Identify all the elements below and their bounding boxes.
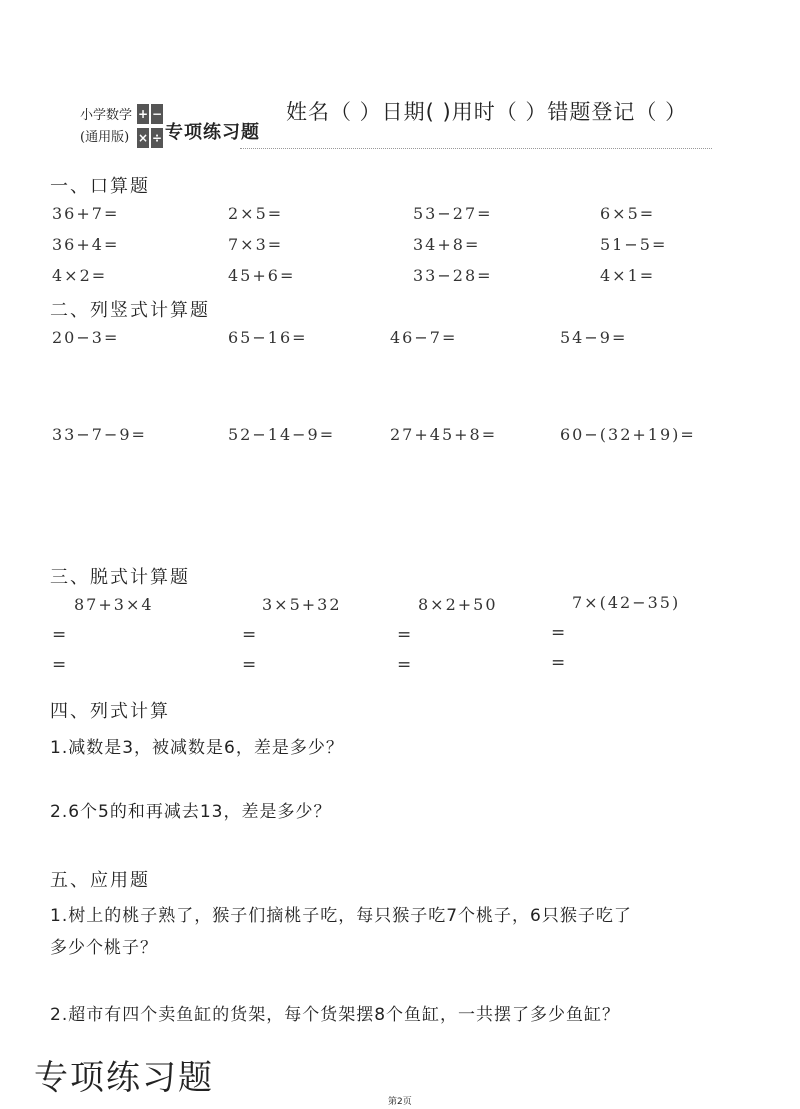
brand-line-2: (通用版) [80,130,130,145]
minus-icon: − [151,104,163,124]
operator-badge [137,104,163,148]
section-title-vertical: 二、列竖式计算题 [50,300,210,321]
page-number: 第2页 [388,1097,412,1107]
oral-item: 36+4= [52,235,120,254]
oral-item: 36+7= [52,204,120,223]
oral-item: 2×5= [228,204,284,223]
vertical-item: 33−7−9= [52,425,147,444]
divide-icon: ÷ [151,128,163,148]
stepwise-item: 7×(42−35) [572,593,681,612]
section-title-applications: 五、应用题 [50,870,150,891]
oral-item: 51−5= [600,235,668,254]
stepwise-item: 8×2+50 [418,595,498,614]
word-problem-2: 2.6个5的和再减去13，差是多少？ [50,802,332,822]
equals-sign: = [551,653,566,673]
oral-item: 4×2= [52,266,108,285]
oral-item: 45+6= [228,266,296,285]
header-divider [240,148,712,149]
equals-sign: = [242,655,257,675]
application-1-line-2: 多少个桃子？ [50,938,158,958]
vertical-item: 20−3= [52,328,120,347]
equals-sign: = [52,625,67,645]
stepwise-item: 3×5+32 [262,595,342,614]
oral-item: 4×1= [600,266,656,285]
oral-item: 53−27= [413,204,493,223]
brand-title: 专项练习题 [165,122,260,143]
equals-sign: = [52,655,67,675]
vertical-item: 52−14−9= [228,425,336,444]
footer-big-title: 专项练习题 [34,1058,214,1098]
section-title-oral: 一、口算题 [50,176,150,197]
section-title-stepwise: 三、脱式计算题 [50,567,190,588]
word-problem-1: 1.减数是3，被减数是6，差是多少？ [50,738,344,758]
plus-icon: + [137,104,149,124]
times-icon: × [137,128,149,148]
equals-sign: = [397,625,412,645]
application-1-line-1: 1.树上的桃子熟了，猴子们摘桃子吃，每只猴子吃7个桃子，6只猴子吃了 [50,906,632,926]
oral-item: 33−28= [413,266,493,285]
equals-sign: = [551,623,566,643]
stepwise-item: 87+3×4 [74,595,154,614]
brand-line-1: 小学数学 [80,108,133,123]
vertical-item: 46−7= [390,328,458,347]
section-title-word-problems: 四、列式计算 [50,701,170,722]
equals-sign: = [397,655,412,675]
vertical-item: 27+45+8= [390,425,498,444]
oral-item: 6×5= [600,204,656,223]
application-2: 2.超市有四个卖鱼缸的货架，每个货架摆8个鱼缸，一共摆了多少鱼缸？ [50,1005,621,1025]
oral-item: 34+8= [413,235,481,254]
vertical-item: 54−9= [560,328,628,347]
student-info-fields: 姓名（ ）日期( )用时（ ）错题登记（ ） [286,100,688,124]
equals-sign: = [242,625,257,645]
vertical-item: 60−(32+19)= [560,425,696,444]
vertical-item: 65−16= [228,328,308,347]
oral-item: 7×3= [228,235,284,254]
